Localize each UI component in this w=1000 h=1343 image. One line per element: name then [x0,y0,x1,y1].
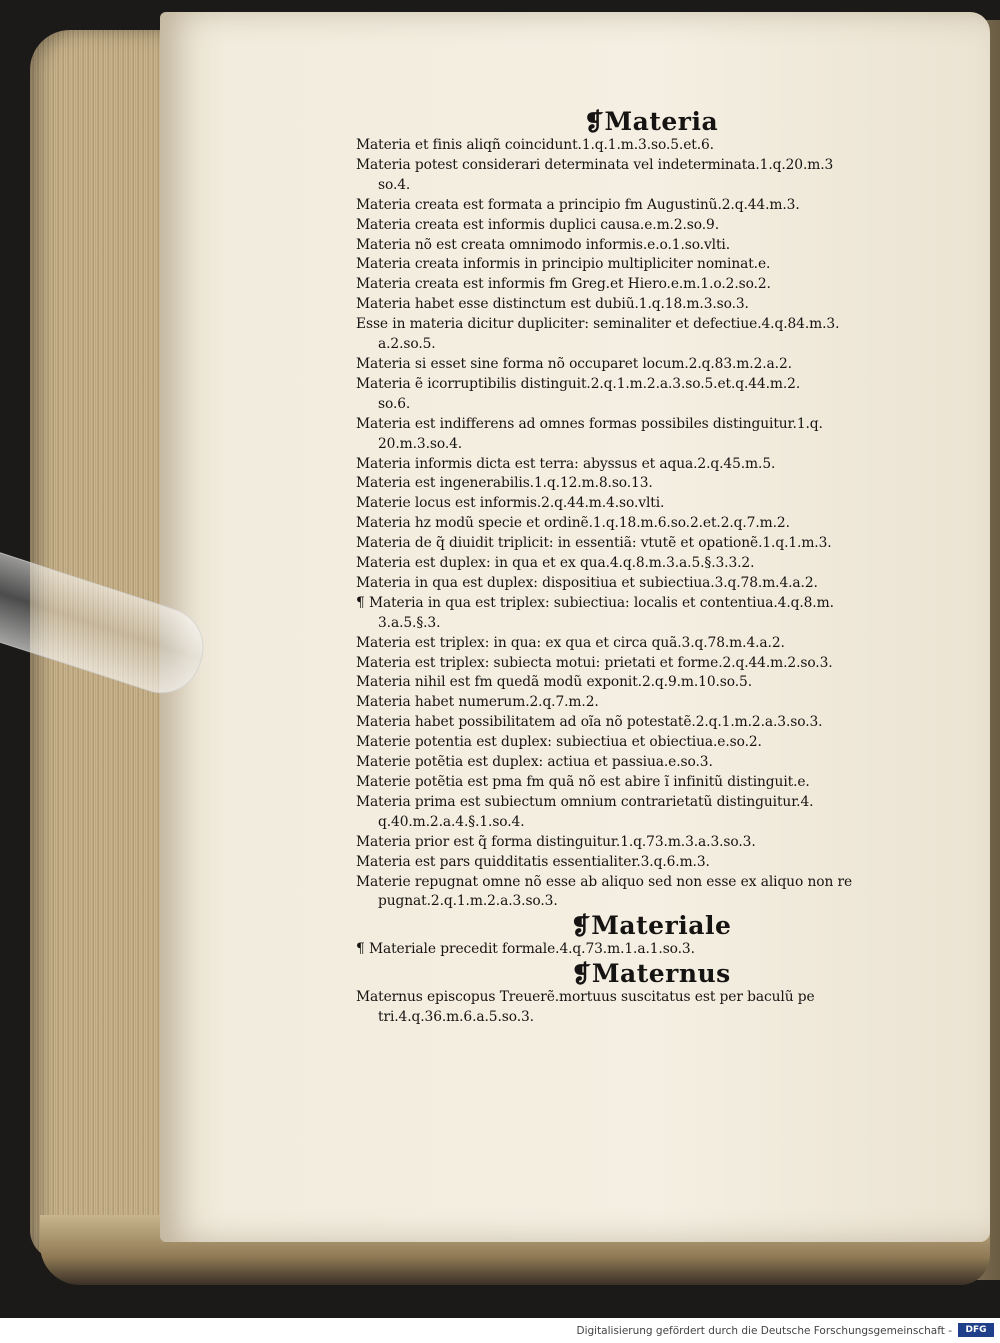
index-entry: Materia est indifferens ad omnes formas possibiles distinguitur.1.q. [356,415,823,432]
index-entry: Materia creata est formata a principio fm Augustinũ.2.q.44.m.3. [356,196,800,213]
section-title: Maternus [591,959,731,989]
index-entry: Materia hz modũ specie et ordinẽ.1.q.18.m.6.so.2.et.2.q.7.m.2. [356,515,790,532]
index-entry: Materia prima est subiectum omnium contrarietatũ distinguitur.4. [356,793,814,810]
paragraph-mark-icon: ❡ [571,959,592,989]
entry-continuation: 20.m.3.so.4. [378,435,463,452]
section-heading [356,960,946,988]
index-entry: Maternus episcopus Treuerẽ.mortuus suscitatus est per baculũ pe [356,989,815,1006]
index-entry: Materia est pars quidditatis essentialiter.3.q.6.m.3. [356,853,710,870]
index-entry: Materia nõ est creata omnimodo informis.e.o.1.so.vlti. [356,236,731,253]
section-title: Materiale [591,911,732,941]
section-title: Materia [604,107,719,136]
index-entry: Materie potentia est duplex: subiectiua et obiectiua.e.so.2. [356,734,762,751]
index-text-block [356,108,946,1028]
index-entry: Esse in materia dicitur dupliciter: seminaliter et defectiue.4.q.84.m.3. [356,316,840,333]
index-entry: Materia in qua est duplex: dispositiua et subiectiua.3.q.78.m.4.a.2. [356,574,818,591]
index-entry: Materia si esset sine forma nõ occuparet locum.2.q.83.m.2.a.2. [356,355,792,372]
footer-bar [0,1318,1000,1343]
index-entry: Materia creata est informis fm Greg.et Hiero.e.m.1.o.2.so.2. [356,276,771,293]
section-heading [356,912,946,940]
index-entry: Materie potẽtia est pma fm quã nõ est abire ĩ infinitũ distinguit.e. [356,774,810,790]
index-entry: Materie potẽtia est duplex: actiua et passiua.e.so.3. [356,754,713,771]
index-entry: Materia creata est informis duplici causa.e.m.2.so.9. [356,216,719,233]
index-entry: ¶ Materia in qua est triplex: subiectiua: localis et contentiua.4.q.8.m. [356,594,834,611]
entry-continuation: q.40.m.2.a.4.§.1.so.4. [378,813,525,830]
index-entry: Materie repugnat omne nõ esse ab aliquo sed non esse ex aliquo non re [356,873,853,890]
index-entry: Materia de q̃ diuidit triplicit: in essentiã: vtutẽ et opationẽ.1.q.1.m.3. [356,535,832,552]
index-entry: Materia ẽ icorruptibilis distinguit.2.q.1.m.2.a.3.so.5.et.q.44.m.2. [356,375,801,392]
index-entry: Materia est duplex: in qua et ex qua.4.q.8.m.3.a.5.§.3.3.2. [356,555,755,572]
entry-continuation: so.6. [378,395,411,412]
entry-continuation: tri.4.q.36.m.6.a.5.so.3. [378,1009,534,1026]
index-entry: Materia est ingenerabilis.1.q.12.m.8.so.13. [356,475,653,492]
index-entry: Materie locus est informis.2.q.44.m.4.so.vlti. [356,495,665,512]
paragraph-mark-icon: ❡ [583,107,605,136]
index-entry: Materia informis dicta est terra: abyssus et aqua.2.q.45.m.5. [356,455,776,472]
index-entry: Materia potest considerari determinata vel indeterminata.1.q.20.m.3 [356,156,834,173]
index-entry: Materia habet possibilitatem ad oĩa nõ potestatẽ.2.q.1.m.2.a.3.so.3. [356,714,823,731]
entry-continuation: pugnat.2.q.1.m.2.a.3.so.3. [378,893,558,910]
entry-continuation: so.4. [378,176,411,193]
index-entry: Materia habet numerum.2.q.7.m.2. [356,694,599,711]
index-entry: Materia est triplex: in qua: ex qua et circa quã.3.q.78.m.4.a.2. [356,634,785,651]
index-entry: Materia est triplex: subiecta motui: prietati et forme.2.q.44.m.2.so.3. [356,654,833,671]
dfg-logo: DFG [958,1323,994,1337]
index-entry: Materia prior est q̃ forma distinguitur.1.q.73.m.3.a.3.so.3. [356,833,756,850]
index-entry: Materia nihil est fm quedã modũ exponit.2.q.9.m.10.so.5. [356,674,753,691]
index-entry: Materia creata informis in principio multipliciter nominat.e. [356,256,771,273]
paragraph-mark-icon: ❡ [570,911,592,941]
section-heading [356,108,946,136]
footer-credit: Digitalisierung gefördert durch die Deutsche Forschungsgemeinschaft - [576,1325,952,1337]
entry-continuation: a.2.so.5. [378,336,436,353]
index-entry: ¶ Materiale precedit formale.4.q.73.m.1.a.1.so.3. [356,941,695,958]
index-entry: Materia et finis aliqñ coincidunt.1.q.1.m.3.so.5.et.6. [356,137,714,153]
index-entry: Materia habet esse distinctum est dubiũ.1.q.18.m.3.so.3. [356,296,749,313]
entry-continuation: 3.a.5.§.3. [378,614,441,631]
